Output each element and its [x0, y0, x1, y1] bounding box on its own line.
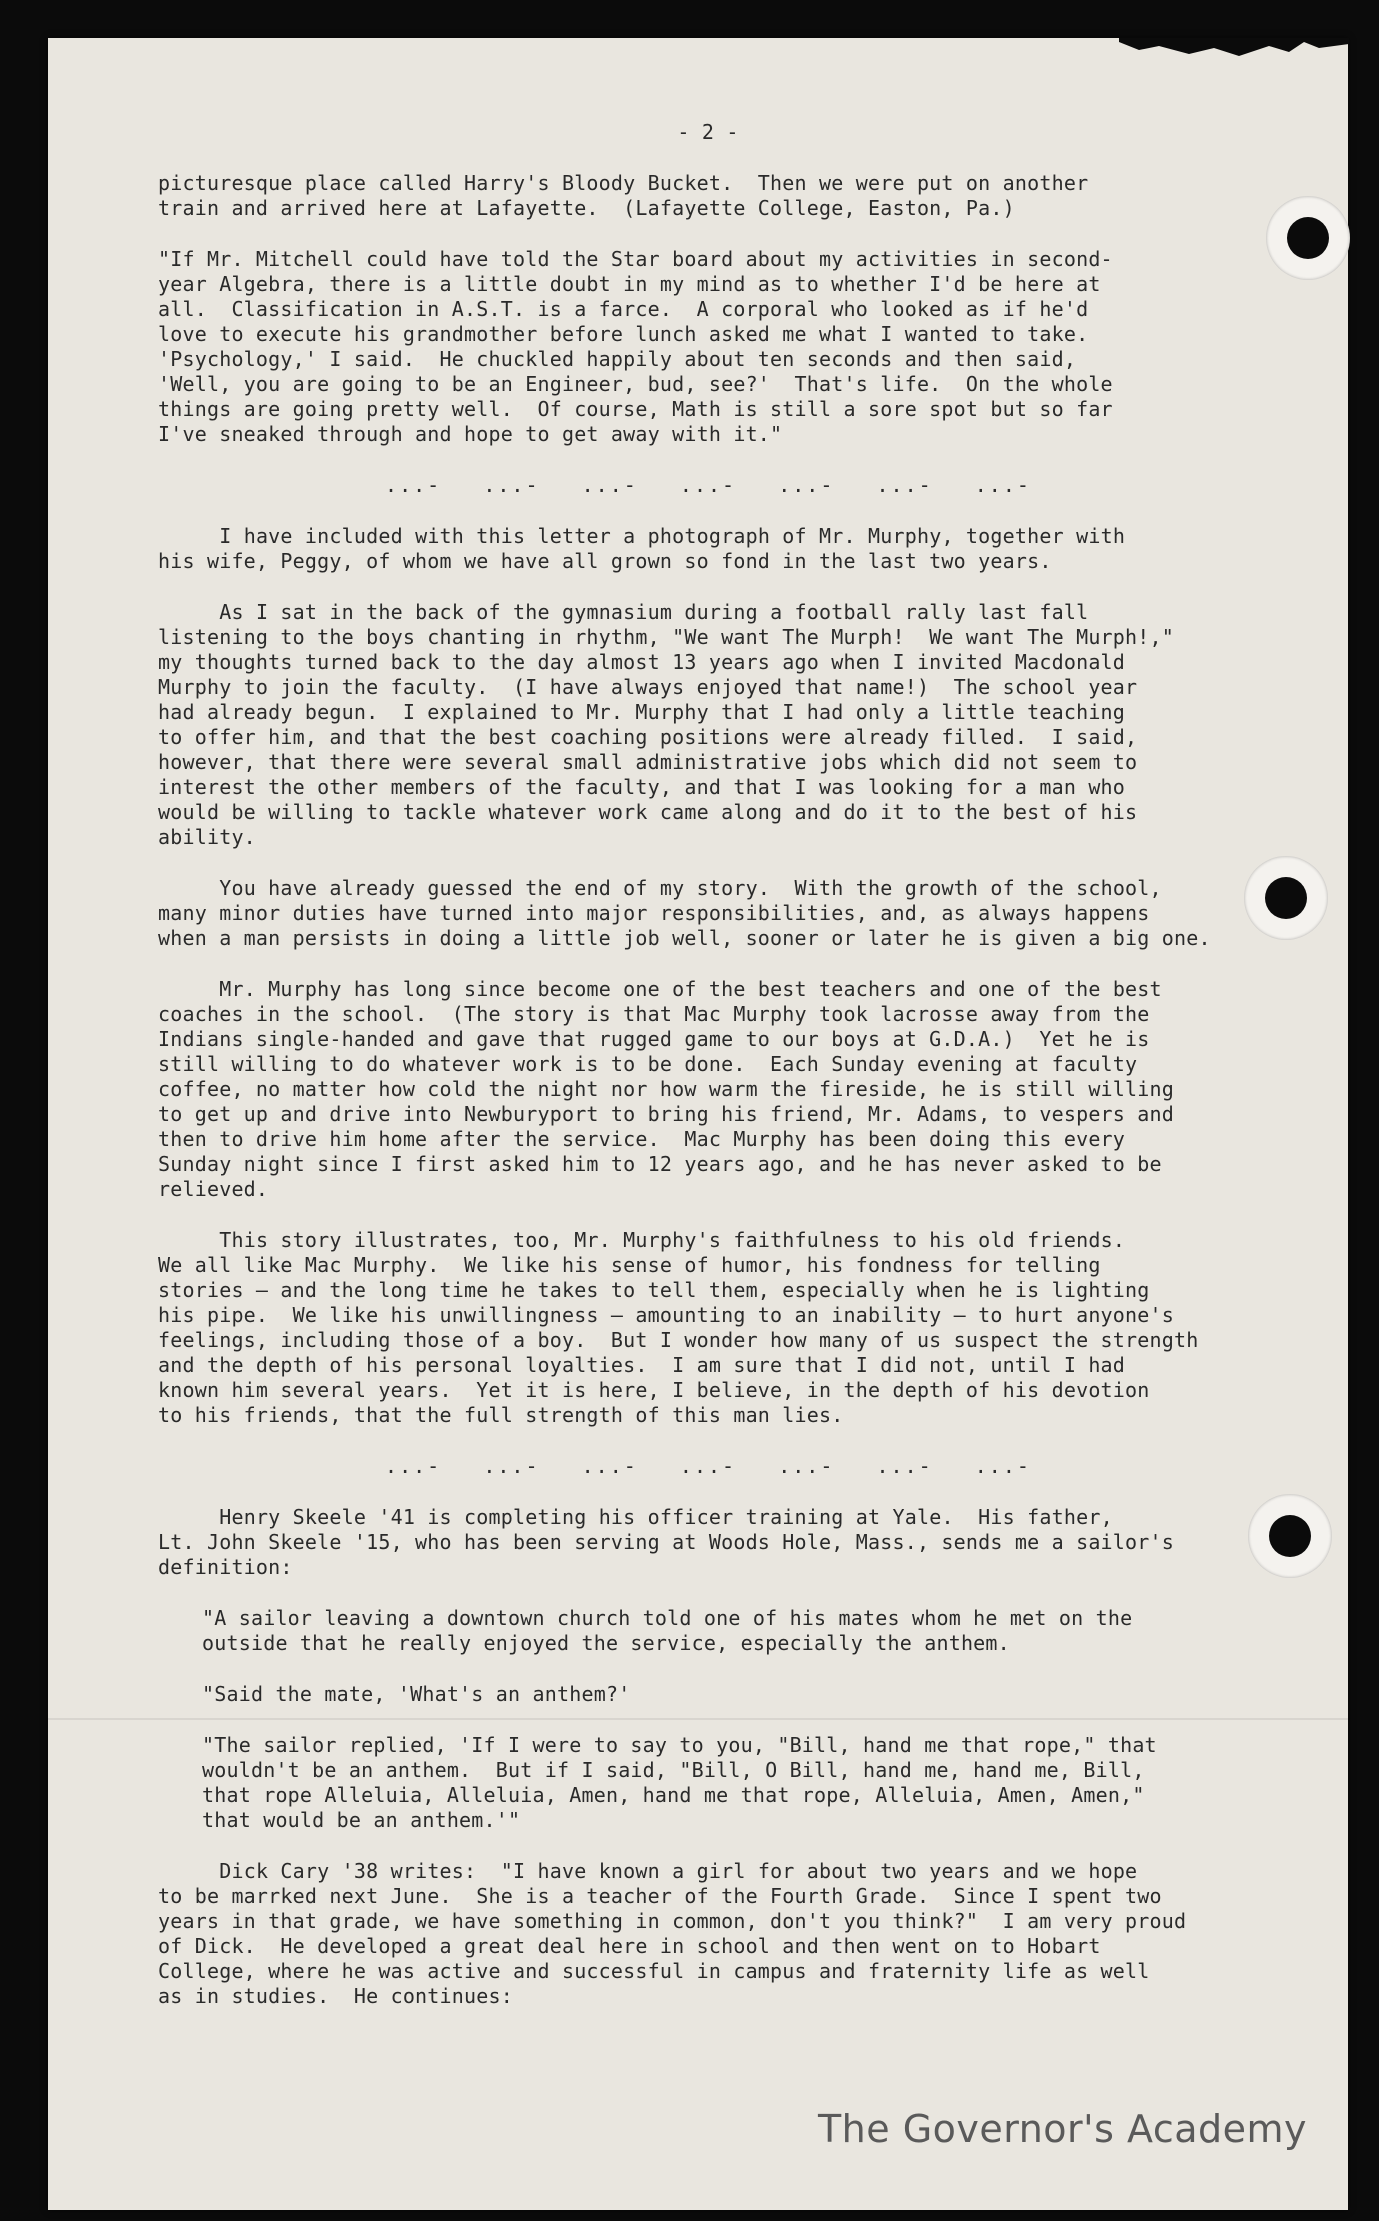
binder-hole-1 — [1266, 196, 1350, 280]
paragraph-3: I have included with this letter a photograph of Mr. Murphy, together with his wife, Peggy, of whom we have all grown so fond in the last two years. — [158, 524, 1126, 573]
paragraph-5: You have already guessed the end of my story. With the growth of the school, many minor duties have turned into major responsibilities, and, as always happens when a man persists in doing a little job well, sooner or later he is given a big one. — [158, 876, 1211, 950]
section-separator-1: ...- ...- ...- ...- ...- ...- ...- — [385, 473, 1031, 497]
paragraph-6: Mr. Murphy has long since become one of the best teachers and one of the best coaches in the school. (The story is that Mac Murphy took lacrosse away from the Indians single-handed and gave that rugged game to our boys at G.D.A.) Yet he is still willing to do whatever work is to be done. Each Sunday evening at faculty coffee, no matter how cold the night nor how warm the fireside, he is still willing to get up and drive into Newburyport to bring his friend, Mr. Adams, to vespers and then to drive him home after the service. Mac Murphy has been doing this every Sunday night since I first asked him to 12 years ago, and he has never asked to be relieved. — [158, 977, 1175, 1201]
quote-1: "A sailor leaving a downtown church told one of his mates whom he met on the outside that he really enjoyed the service, especially the anthem. — [202, 1606, 1133, 1655]
watermark: The Governor's Academy — [817, 2107, 1307, 2151]
torn-edge — [1119, 38, 1349, 66]
quote-3: "The sailor replied, 'If I were to say to you, "Bill, hand me that rope," that wouldn't be an anthem. But if I said, "Bill, O Bill, hand me, hand me, Bill, that rope Alleluia, Alleluia, Amen, hand me that rope, Alleluia, Amen, Amen," that would be an anthem.'" — [202, 1733, 1157, 1832]
paragraph-2: "If Mr. Mitchell could have told the Star board about my activities in second- year Algebra, there is a little doubt in my mind as to whether I'd be here at all. Classification in A.S.T. is a farce. A corporal who looked as if he'd love to execute his grandmother before lunch asked me what I wanted to take. 'Psychology,' I said. He chuckled happily about ten seconds and then said, 'Well, you are going to be an Engineer, bud, see?' That's life. On the whole things are going pretty well. Of course, Math is still a sore spot but so far I've sneaked through and hope to get away with it." — [158, 247, 1113, 446]
closing-paragraph: Dick Cary '38 writes: "I have known a girl for about two years and we hope to be marrked next June. She is a teacher of the Fourth Grade. Since I spent two years in that grade, we have something in common, don't you think?" I am very proud of Dick. He developed a great deal here in school and then went on to Hobart College, where he was active and successful in campus and fraternity life as well as in studies. He continues: — [158, 1859, 1187, 2008]
paragraph-7: This story illustrates, too, Mr. Murphy's faithfulness to his old friends. We all like Mac Murphy. We like his sense of humor, his fondness for telling stories — and the long time he takes to tell them, especially when he is lighting his pipe. We like his unwillingness — amounting to an inability — to hurt anyone's feelings, including those of a boy. But I wonder how many of us suspect the strength and the depth of his personal loyalties. I am sure that I did not, until I had known him several years. Yet it is here, I believe, in the depth of his devotion to his friends, that the full strength of this man lies. — [158, 1228, 1199, 1427]
page-number: - 2 - — [677, 120, 739, 144]
paragraph-8: Henry Skeele '41 is completing his officer training at Yale. His father, Lt. John Skeele '15, who has been serving at Woods Hole, Mass., sends me a sailor's definition: — [158, 1505, 1175, 1579]
paragraph-4: As I sat in the back of the gymnasium during a football rally last fall listening to the boys chanting in rhythm, "We want The Murph! We want The Murph!," my thoughts turned back to the day almost 13 years ago when I invited Macdonald Murphy to join the faculty. (I have always enjoyed that name!) The school year had already begun. I explained to Mr. Murphy that I had only a little teaching to offer him, and that the best coaching positions were already filled. I said, however, that there were several small administrative jobs which did not seem to interest the other members of the faculty, and that I was looking for a man who would be willing to tackle whatever work came along and do it to the best of his ability. — [158, 600, 1175, 849]
quote-2: "Said the mate, 'What's an anthem?' — [202, 1682, 631, 1706]
paragraph-1: picturesque place called Harry's Bloody Bucket. Then we were put on another train and arrived here at Lafayette. (Lafayette College, Easton, Pa.) — [158, 171, 1089, 220]
binder-hole-3 — [1248, 1494, 1332, 1578]
section-separator-2: ...- ...- ...- ...- ...- ...- ...- — [385, 1454, 1031, 1478]
typed-text — [158, 120, 1258, 2035]
